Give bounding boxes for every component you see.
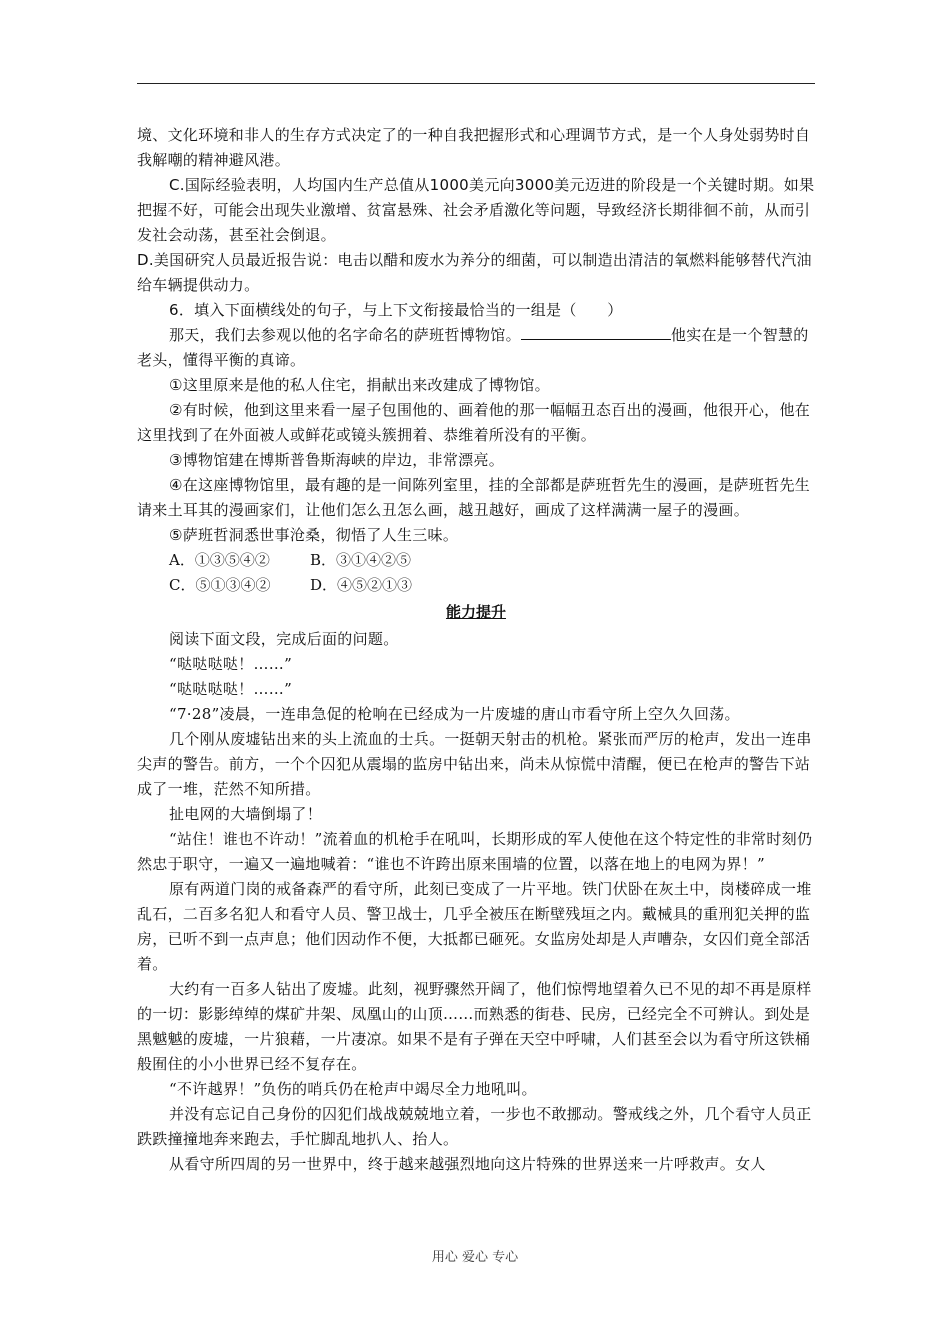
paragraph-continuation: 境、文化环境和非人的生存方式决定了的一种自我把握形式和心理调节方式，是一个人身处弱势时自我解嘲的精神避风港。 xyxy=(137,126,811,169)
reading-paragraph: “哒哒哒哒！……” xyxy=(169,655,293,673)
passage-after: 他实在是一个智慧的老头，懂得平衡的真谛。 xyxy=(137,326,809,369)
options-row-2 xyxy=(137,573,815,598)
reading-instruction: 阅读下面文段，完成后面的问题。 xyxy=(169,630,399,648)
reading-paragraph: “7·28”凌晨，一连串急促的枪响在已经成为一片废墟的唐山市看守所上空久久回荡。 xyxy=(169,705,740,723)
option-d: D．④⑤②①③ xyxy=(310,576,413,594)
sentence-item-3: ③博物馆建在博斯普鲁斯海峡的岸边，非常漂亮。 xyxy=(169,451,505,469)
sentence-item-2: ②有时候，他到这里来看一屋子包围他的、画着他的那一幅幅丑态百出的漫画，他很开心，他在这里找到了在外面被人或鲜花或镜头簇拥着、恭维着所没有的平衡。 xyxy=(137,401,811,444)
reading-paragraph: 大约有一百多人钻出了废墟。此刻，视野骤然开阔了，他们惊愕地望着久已不见的却不再是原样的一切：影影绰绰的煤矿井架、凤凰山的山顶……而熟悉的街巷、民房，已经完全不可辨认。到处是黑魆魆的废墟，一片狼藉，一片凄凉。如果不是有子弹在天空中呼啸，人们甚至会以为看守所这铁桶般囿住的小小世界已经不复存在。 xyxy=(137,980,812,1073)
sentence-item-5: ⑤萨班哲洞悉世事沧桑，彻悟了人生三味。 xyxy=(169,526,459,544)
header-rule xyxy=(137,83,815,84)
reading-paragraph: “站住！谁也不许动！”流着血的机枪手在吼叫，长期形成的军人使他在这个特定性的非常时刻仍然忠于职守，一遍又一遍地喊着：“谁也不许跨出原来围墙的位置，以落在地上的电网为界！” xyxy=(137,830,813,873)
reading-paragraph: 从看守所四周的另一世界中，终于越来越强烈地向这片特殊的世界送来一片呼救声。女人 xyxy=(169,1155,766,1173)
sentence-item-1: ①这里原来是他的私人住宅，捐献出来改建成了博物馆。 xyxy=(169,376,550,394)
passage-before: 那天，我们去参观以他的名字命名的萨班哲博物馆。 xyxy=(169,326,521,344)
fill-blank-line xyxy=(521,325,671,340)
option-b: B．③①④②⑤ xyxy=(310,551,412,569)
reading-paragraph: 扯电网的大墙倒塌了！ xyxy=(169,805,323,823)
option-a: A．①③⑤④② xyxy=(169,551,270,569)
reading-paragraph: 几个刚从废墟钻出来的头上流血的士兵。一挺朝天射击的机枪。紧张而严厉的枪声，发出一连串尖声的警告。前方，一个个囚犯从震塌的监房中钻出来，尚未从惊慌中清醒，便已在枪声的警告下站成了一堆，茫然不知所措。 xyxy=(137,730,812,798)
reading-paragraph: “哒哒哒哒！……” xyxy=(169,680,293,698)
option-c-text: C.国际经验表明，人均国内生产总值从1000美元向3000美元迈进的阶段是一个关键时期。如果把握不好，可能会出现失业激增、贫富悬殊、社会矛盾激化等问题，导致经济长期徘徊不前，从而引发社会动荡，甚至社会倒退。 xyxy=(137,176,815,244)
reading-paragraph: 并没有忘记自己身份的囚犯们战战兢兢地立着，一步也不敢挪动。警戒线之外，几个看守人员正跌跌撞撞地奔来跑去，手忙脚乱地扒人、抬人。 xyxy=(137,1105,812,1148)
question-6-stem: 6．填入下面横线处的句子，与上下文衔接最恰当的一组是（ ） xyxy=(169,301,623,319)
question-6-passage xyxy=(137,323,815,373)
options-row-1 xyxy=(137,548,815,573)
page-body xyxy=(137,123,815,1177)
option-c: C．⑤①③④② xyxy=(169,576,271,594)
page-footer: 用心 爱心 专心 xyxy=(431,1250,519,1265)
reading-paragraph: 原有两道门岗的戒备森严的看守所，此刻已变成了一片平地。铁门伏卧在灰土中，岗楼碎成一堆乱石，二百多名犯人和看守人员、警卫战士，几乎全被压在断壁残垣之内。戴械具的重刑犯关押的监房，已听不到一点声息；他们因动作不便，大抵都已砸死。女监房处却是人声嘈杂，女囚们竟全部活着。 xyxy=(137,880,812,973)
section-title: 能力提升 xyxy=(445,603,506,621)
sentence-item-4: ④在这座博物馆里，最有趣的是一间陈列室里，挂的全部都是萨班哲先生的漫画，是萨班哲先生请来土耳其的漫画家们，让他们怎么丑怎么画，越丑越好，画成了这样满满一屋子的漫画。 xyxy=(137,476,811,519)
option-d-text: D.美国研究人员最近报告说：电击以醋和废水为养分的细菌，可以制造出清洁的氧燃料能够替代汽油给车辆提供动力。 xyxy=(137,251,812,294)
reading-paragraph: “不许越界！”负伤的哨兵仍在枪声中竭尽全力地吼叫。 xyxy=(169,1080,537,1098)
